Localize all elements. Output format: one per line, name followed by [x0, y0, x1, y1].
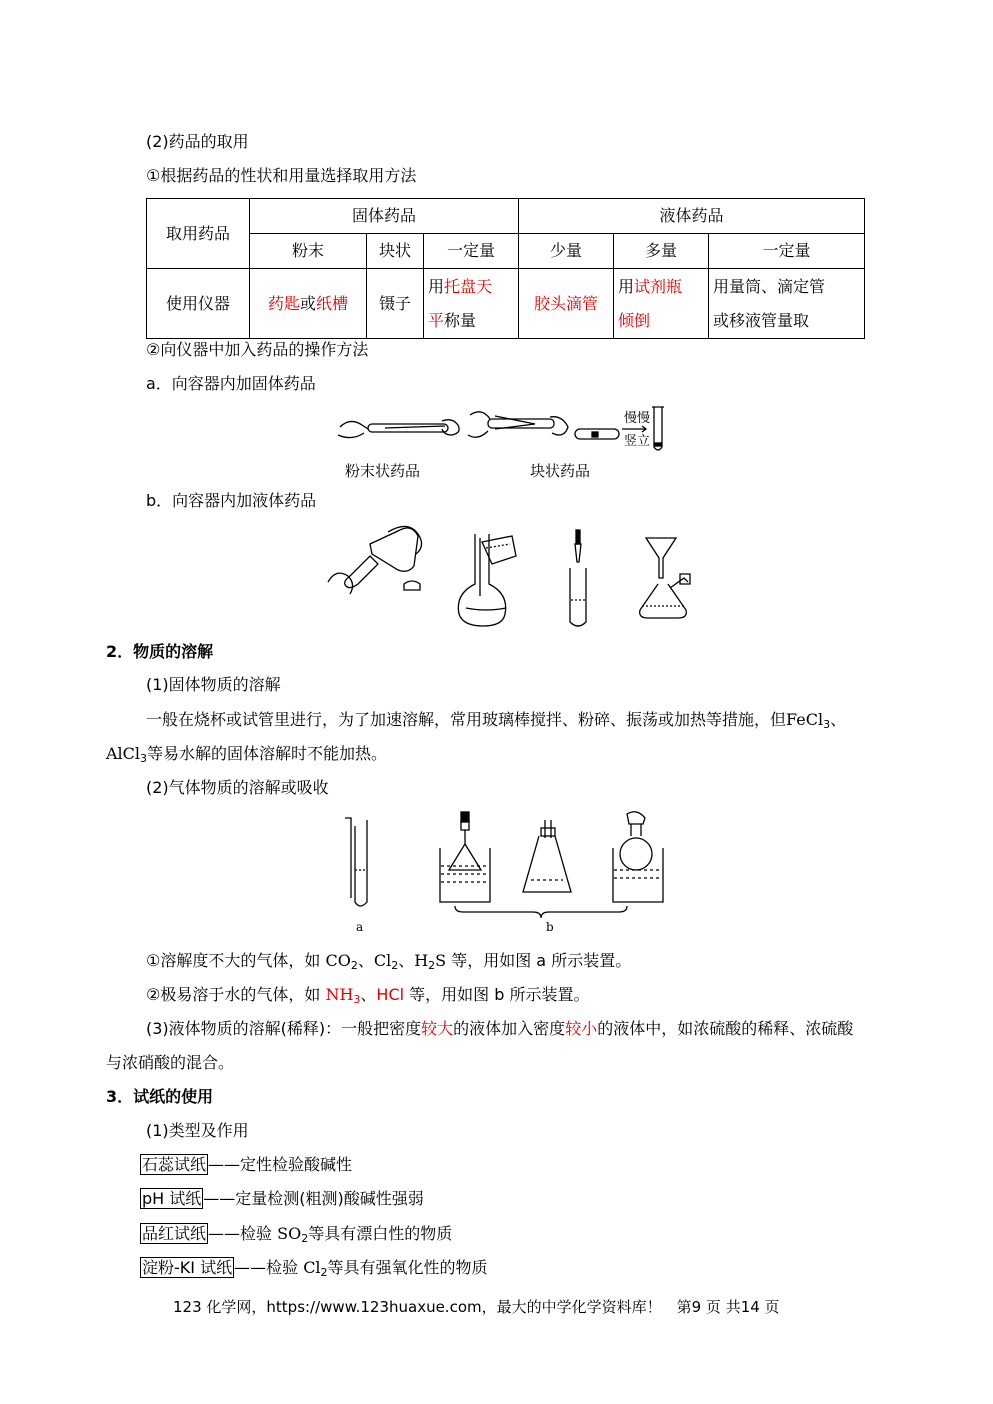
formula: SO — [277, 1224, 302, 1243]
beaker-icon — [482, 536, 516, 564]
paragraph-text: 的液体中，如浓硫酸的稀释、浓硫酸 — [597, 1019, 854, 1038]
round-flask-icon — [620, 838, 652, 870]
cell-text: 或 — [299, 293, 316, 313]
cell-text: 纸槽 — [316, 293, 349, 313]
liquid-line-2: 与浓硝酸的混合。 — [106, 1053, 235, 1072]
item-2-text: ②向仪器中加入药品的操作方法 — [146, 340, 369, 359]
paragraph-text: 、 — [360, 985, 377, 1004]
paragraph-text: 等易水解的固体溶解时不能加热。 — [147, 744, 388, 763]
test-tube-icon — [345, 556, 378, 588]
paper-item-litmus — [140, 1155, 352, 1175]
cell-text: 用 — [618, 276, 635, 296]
formula-subscript: 2 — [350, 959, 358, 972]
paper-name: 石蕊试纸 — [142, 1155, 207, 1174]
hand-icon — [442, 420, 459, 435]
figure-b-label: b — [546, 920, 554, 934]
gas-absorption-figure — [335, 808, 670, 918]
formula: FeCl — [786, 710, 824, 729]
upright-label: 竖立 — [624, 434, 651, 449]
formula: NH — [325, 985, 354, 1004]
cell-block: 镊子 — [367, 269, 424, 339]
caption-powder: 粉末状药品 — [345, 462, 421, 480]
paper-name: 品红试纸 — [142, 1224, 207, 1243]
paragraph-text: 等，用如图 b 所示装置。 — [409, 985, 590, 1004]
sub-header: 一定量 — [424, 234, 519, 269]
item-b-label: b．向容器内加液体药品 — [146, 491, 317, 510]
paper-name: 淀粉-KI 试纸 — [142, 1258, 233, 1277]
stopper-icon — [404, 581, 420, 590]
solid-dissolve-text — [146, 710, 846, 730]
paragraph-text: 的液体加入密度 — [453, 1019, 566, 1038]
formula-subscript: 2 — [391, 959, 399, 972]
cell-text: 倾倒 — [618, 310, 651, 330]
paragraph-text: 、 — [830, 710, 847, 729]
formula-subscript: 3 — [353, 993, 361, 1006]
cell-fixed-solid — [424, 269, 519, 339]
test-tube-icon — [570, 568, 586, 626]
funnel-icon — [646, 538, 676, 578]
cell-text: 试剂瓶 — [634, 276, 683, 296]
highlight-text: 较大 — [421, 1019, 454, 1038]
paper-desc: ——定性检验酸碱性 — [208, 1155, 353, 1174]
formula-subscript: 2 — [301, 1232, 309, 1245]
volumetric-flask-icon — [458, 534, 505, 626]
paper-name: pH 试纸 — [142, 1189, 202, 1208]
section-2-title: 2．物质的溶解 — [106, 642, 214, 661]
cell-text: 用量筒、滴定管 — [713, 276, 826, 296]
sub-header: 粉末 — [250, 234, 367, 269]
caption-block: 块状药品 — [530, 462, 591, 480]
formula-subscript: 2 — [428, 959, 436, 972]
paragraph-text: ②极易溶于水的气体，如 — [146, 985, 321, 1004]
formula-subscript: 2 — [320, 1266, 328, 1279]
gas-line-2 — [146, 985, 590, 1005]
liquid-header: 液体药品 — [519, 199, 865, 234]
liquid-line-1 — [146, 1019, 853, 1039]
gas-dissolve-heading: (2)气体物质的溶解或吸收 — [146, 778, 329, 797]
formula: Cl — [373, 951, 392, 970]
formula: CO — [325, 951, 351, 970]
highlight-text: 较小 — [565, 1019, 598, 1038]
paper-item-magenta — [140, 1224, 452, 1244]
solid-addition-figure — [330, 405, 675, 455]
paper-desc: 等具有漂白性的物质 — [308, 1224, 453, 1243]
paper-desc: ——检验 — [234, 1258, 299, 1277]
cell-text: 称量 — [444, 310, 477, 330]
sub-header: 一定量 — [709, 234, 865, 269]
cell-fixed-liquid — [709, 269, 865, 339]
liquid-addition-figure — [320, 524, 700, 630]
solid-dissolve-text-2 — [106, 744, 387, 764]
section-2-heading: (2)药品的取用 — [146, 132, 249, 151]
hand-icon — [338, 421, 368, 437]
page-footer: 123 化学网，https://www.123huaxue.com，最大的中学化学资料库！ 第9 页 共14 页 — [173, 1298, 780, 1316]
conical-flask-icon — [523, 836, 571, 892]
table-corner: 取用药品 — [147, 199, 250, 269]
cell-large — [614, 269, 709, 339]
solid-dissolve-heading: (1)固体物质的溶解 — [146, 675, 281, 694]
paper-item-ph — [140, 1189, 424, 1209]
sub-header: 块状 — [367, 234, 424, 269]
paper-desc: ——检验 — [208, 1224, 273, 1243]
cell-text: 托盘天 — [444, 276, 493, 296]
funnel-icon — [449, 830, 481, 870]
cell-text: 药匙 — [267, 293, 300, 313]
formula: HCl — [376, 985, 405, 1004]
paragraph-text: 一般在烧杯或试管里进行，为了加速溶解，常用玻璃棒搅拌、粉碎、振荡或加热等措施，但 — [146, 710, 787, 729]
paper-desc: ——定量检测(粗测)酸碱性强弱 — [203, 1189, 424, 1208]
formula: S — [435, 951, 447, 970]
dropper-bulb-icon — [576, 530, 580, 544]
drug-table — [146, 198, 865, 339]
item-1-text: ①根据药品的性状和用量选择取用方法 — [146, 166, 417, 185]
beaker-icon — [440, 848, 490, 902]
solid-header: 固体药品 — [250, 199, 519, 234]
paper-desc: 等具有强氧化性的物质 — [327, 1258, 488, 1277]
slow-label: 慢慢 — [624, 411, 651, 426]
paper-item-starch-ki — [140, 1258, 488, 1278]
formula: Cl — [303, 1258, 321, 1277]
row-header: 使用仪器 — [147, 269, 250, 339]
formula-subscript: 3 — [140, 752, 148, 765]
paragraph-text: 等，用如图 a 所示装置。 — [451, 951, 632, 970]
cell-text: 平 — [428, 310, 445, 330]
hand-icon — [328, 573, 353, 594]
paragraph-text: 、 — [398, 951, 415, 970]
hand-icon — [468, 412, 490, 437]
formula-subscript: 3 — [823, 718, 831, 731]
section-3-title: 3．试纸的使用 — [106, 1087, 214, 1106]
cell-small: 胶头滴管 — [519, 269, 614, 339]
test-tube-icon — [355, 820, 367, 906]
cell-powder — [250, 269, 367, 339]
paragraph-text: ①溶解度不大的气体，如 — [146, 951, 321, 970]
paragraph-text: (3)液体物质的溶解(稀释)：一般把密度 — [146, 1019, 422, 1038]
sub-header: 少量 — [519, 234, 614, 269]
gas-line-1 — [146, 951, 631, 971]
flask-icon — [640, 584, 687, 618]
paragraph-text: 、 — [357, 951, 374, 970]
paper-types-heading: (1)类型及作用 — [146, 1121, 249, 1140]
sub-header: 多量 — [614, 234, 709, 269]
cell-text: 或移液管量取 — [713, 310, 810, 330]
item-a-label: a．向容器内加固体药品 — [146, 374, 316, 393]
formula: H — [414, 951, 429, 970]
figure-a-label: a — [356, 920, 364, 934]
cell-text: 用 — [428, 276, 445, 296]
formula: AlCl — [106, 744, 141, 763]
